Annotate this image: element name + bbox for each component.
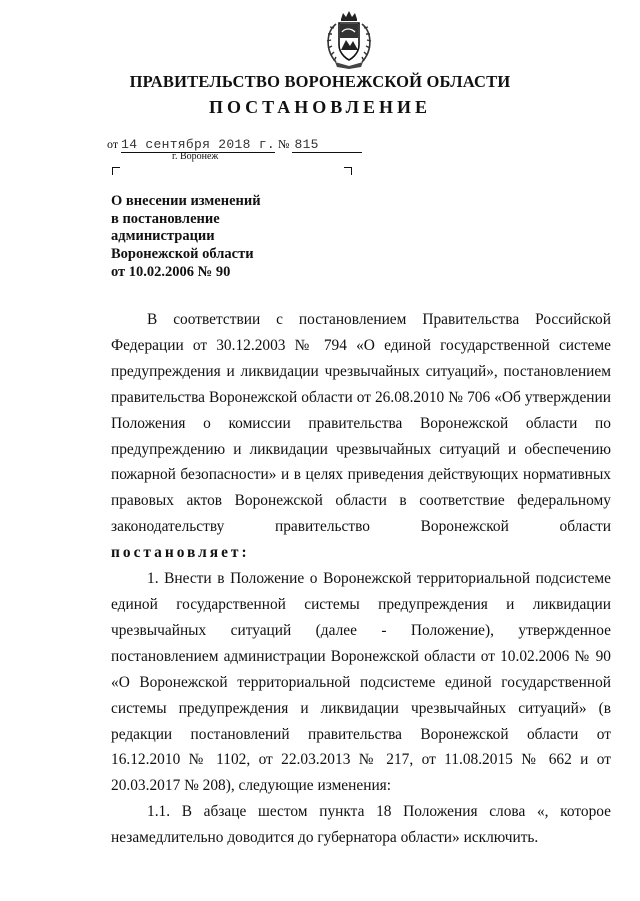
document-number: 815 [294,137,319,152]
document-body [111,307,611,851]
item-1-paragraph: 1. Внести в Положение о Воронежской территориальной подсистеме единой государственной системы предупреждения и ликвидации чрезвычайных ситуаций (далее - Положение), утвержденное постановлением администрации Воронежской области от 10.02.2006 № 90 «О Воронежской территориальной подсистеме единой государственной системы предупреждения и ликвидации чрезвычайных ситуаций» (в редакции постановлений правительства Воронежской области от 16.12.2010 № 1102, от 22.03.2013 № 217, от 11.08.2015 № 662 и от 20.03.2017 № 208), следующие изменения: [111,570,611,795]
document-subject [111,193,351,282]
corner-mark-left [112,167,120,175]
preamble-paragraph [111,307,611,566]
city: г. Воронеж [172,151,219,162]
org-title: ПРАВИТЕЛЬСТВО ВОРОНЕЖСКОЙ ОБЛАСТИ [129,72,511,91]
subject-line: от 10.02.2006 № 90 [111,263,231,280]
corner-mark-right [344,167,352,175]
item-1-1-paragraph: 1.1. В абзаце шестом пункта 18 Положения слова «, которое незамедлительно доводится до губернатора области» исключить. [111,803,611,847]
subject-line: в постановление [111,210,220,227]
date-number-line [107,137,362,153]
coat-of-arms-icon [322,10,376,70]
subject-line: Воронежской области [111,246,254,263]
document-date: 14 сентября 2018 г. [121,137,276,152]
subject-line: О внесении изменений [111,193,261,209]
preamble-text: В соответствии с постановлением Правительства Российской Федерации от 30.12.2003 № 794 «О единой государственной системе предупреждения и ликвидации чрезвычайных ситуаций», постановлением правительства Воронежской области от 26.08.2010 № 706 «Об утверждении Положения о комиссии правительства Воронежской области по предупреждению и ликвидации чрезвычайных ситуаций и обеспечению пожарной безопасности» и в целях приведения действующих нормативных правовых актов Воронежской области в соответствие федеральному законодательству правительство Воронежской области [111,311,611,536]
document-type: ПОСТАНОВЛЕНИЕ [208,97,432,117]
subject-line: администрации [111,228,215,245]
resolves-word: постановляет: [111,544,250,562]
date-prefix: от [107,137,119,151]
number-prefix: № [278,137,290,151]
